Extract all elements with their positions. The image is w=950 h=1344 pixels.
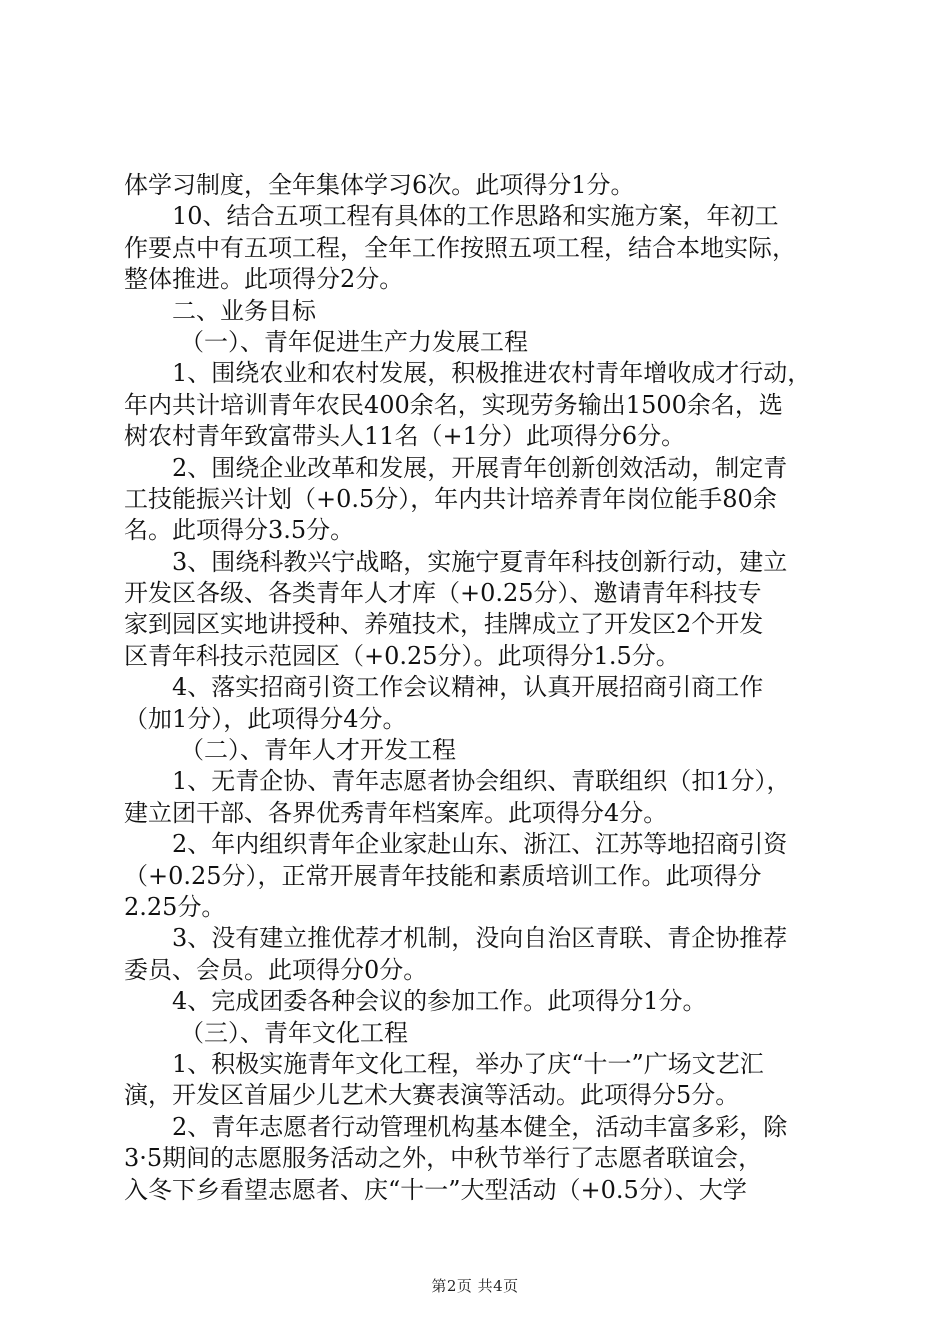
text-line: 1、无青企协、青年志愿者协会组织、青联组织（扣1分）， [172,767,791,796]
text-line: 3·5期间的志愿服务活动之外，中秋节举行了志愿者联谊会， [124,1144,763,1173]
subsection-heading: （一）、青年促进生产力发展工程 [180,327,528,356]
text-line: 4、完成团委各种会议的参加工作。此项得分1分。 [172,987,707,1016]
text-line: 体学习制度，全年集体学习6次。此项得分1分。 [124,171,635,199]
text-line: 2.25分。 [124,892,226,921]
text-line: 2、年内组织青年企业家赴山东、浙江、江苏等地招商引资 [172,830,788,859]
text-line: （加1分），此项得分4分。 [124,704,407,733]
text-line: （+0.25分），正常开展青年技能和素质培训工作。此项得分 [124,861,762,890]
text-line: 家到园区实地讲授种、养殖技术，挂牌成立了开发区2个开发 [124,610,764,639]
text-line: 1、积极实施青年文化工程，举办了庆“十一”广场文艺汇 [172,1049,764,1078]
text-line: 树农村青年致富带头人11名（+1分）此项得分6分。 [124,422,686,451]
text-line: 区青年科技示范园区（+0.25分）。此项得分1.5分。 [124,641,680,670]
text-line: 入冬下乡看望志愿者、庆“十一”大型活动（+0.5分）、大学 [124,1175,747,1204]
text-line: 10、结合五项工程有具体的工作思路和实施方案，年初工 [172,202,779,231]
section-heading: 二、业务目标 [172,296,316,325]
document-body [124,170,836,1206]
subsection-heading: （三）、青年文化工程 [180,1018,408,1047]
text-line: 3、没有建立推优荐才机制，没向自治区青联、青企协推荐 [172,924,788,953]
text-line: 建立团干部、各界优秀青年档案库。此项得分4分。 [124,798,668,827]
text-line: 整体推进。此项得分2分。 [124,265,404,294]
text-line: 年内共计培训青年农民400余名，实现劳务输出1500余名，选 [124,390,783,419]
subsection-heading: （二）、青年人才开发工程 [180,736,456,765]
text-line: 作要点中有五项工程，全年工作按照五项工程，结合本地实际， [124,233,796,262]
text-line: 3、围绕科教兴宁战略，实施宁夏青年科技创新行动，建立 [172,547,788,576]
text-line: 演，开发区首届少儿艺术大赛表演等活动。此项得分5分。 [124,1081,740,1110]
text-line: 2、围绕企业改革和发展，开展青年创新创效活动，制定青 [172,453,788,482]
text-line: 工技能振兴计划（+0.5分），年内共计培养青年岗位能手80余 [124,484,777,513]
text-line: 委员、会员。此项得分0分。 [124,955,428,984]
text-line: 开发区各级、各类青年人才库（+0.25分）、邀请青年科技专 [124,579,762,608]
text-line: 4、落实招商引资工作会议精神，认真开展招商引商工作 [172,673,764,702]
text-line: 名。此项得分3.5分。 [124,516,355,545]
page-footer: 第2页 共4页 [431,1277,519,1295]
text-line: 2、青年志愿者行动管理机构基本健全，活动丰富多彩，除 [172,1112,788,1141]
text-line: 1、围绕农业和农村发展，积极推进农村青年增收成才行动， [172,359,812,388]
